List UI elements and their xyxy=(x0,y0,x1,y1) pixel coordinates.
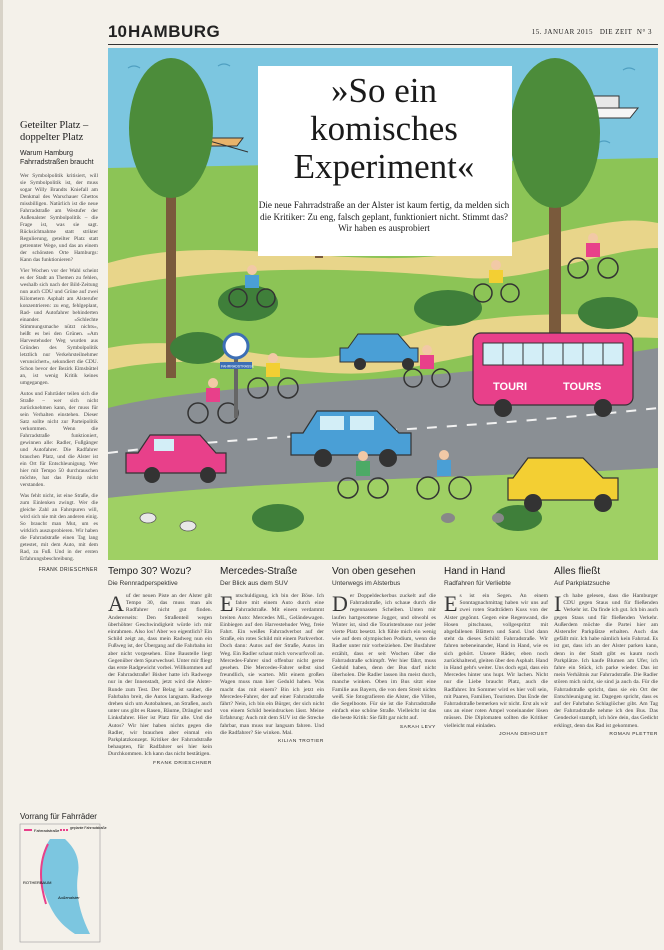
sidebar-paragraph: Was fehlt nicht, ist eine Straße, die zum Einlenken zwingt. Wer die gleiche Zahl an Fahrspuren will, wird sich nie mit den anderen einig. So braucht man Mut, um es wirklich auszuprobieren. Wir haben die Fahrradstraße einen Tag lang getestet, mit dem Auto, mit dem Rad, zu Fuß. Und in der ersten Erfahrungsbeschreibung. xyxy=(20,493,98,562)
sidebar-paragraph: Vier Wochen vor der Wahl scheint es der Stadt an Themen zu fehlen, weshalb sich nach der Bild-Zeitung nun auch CDU und Grüne auf zwei Kilometern Asphalt am Alsterufer konzentrieren: zu eng, fehlgeplant, Rad- und Autofahrer behinderten einander. »Schlechte Stimmungsmache nützt nichts«, heißt es bei den Grünen. »Am Harvestehuder Weg wurden aus Gründen des Symbolpolitik letztlich nur Verkehrsteilnehmer verunsichert«, sekundiert die CDU. Schon bevor der Bezirk Eimsbüttel an, ist wenig Kritik keines umgegangen. xyxy=(20,268,98,386)
header-issue: N° 3 xyxy=(636,28,652,36)
column-heading: Hand in Hand xyxy=(444,566,506,577)
bus-label-1: TOURI xyxy=(493,381,528,393)
column-author: SARAH LEVY xyxy=(399,724,436,730)
header-meta xyxy=(532,28,652,36)
column-author: FRANK DRIESCHNER xyxy=(153,760,212,766)
column-text xyxy=(220,593,324,737)
sidebar-commentary xyxy=(20,120,98,575)
page-number: 10 xyxy=(108,22,127,41)
column-body: ntschuldigung, ich bin der Böse. Ich fahre mit einem Auto durch eine Fahrradstraße. Mit einem verdammt breiten Auto: Mercedes ML, Geländewagen. Einbiegen auf den Harvestehuder Weg, freie Fahrt. Ein weißes Fahrradverbot auf der Straße, ein rotes Schild mit einem Parkverbot. Doch dann: Autos auf der Straße, Autos im Weg. Ein Radler schaut mich vorwurfsvoll an. Mercedes-Fahrer sind offenbar nicht gerne gesehen. Die Mercedes-Fahrer selbst sind freundlich, sie warten. Mit einem großen Wagen muss man hier Geduld haben. Was macht das mit einem? Bin ich jetzt ein Mercedes-Fahrer, der auf einer Fahrradstraße fährt? Nein, ich bin ein Bürger, der sich nicht von einem Schild beeindrucken lässt. Meine Erfahrung: Auch mit dem SUV ist die Strecke fahrbar, man muss nur langsam fahren. Und die Radfahrer? Sie winken. Mal. xyxy=(220,593,324,736)
sidebar-author: FRANK DRIESCHNER xyxy=(38,567,98,573)
column-heading: Tempo 30? Wozu? xyxy=(108,566,192,577)
sidebar-paragraph: Wer Symbolpolitik kritisiert, will sie Symbolpolitik ist, der muss sogar Willy Brandts Kniefall am Denkmal des Warschauer Ghettos missbilligen. Natürlich ist die neue Fahrradstraße am Westufer der Außenalster Symbolpolitik – die Frage ist, was sie sagt. Rücksichtnahme statt strikter Regulierung, geteilter Platz statt getrennter Wege, und das an einem der schönsten Orte Hamburgs: Kann das funktionieren? xyxy=(20,173,98,263)
headline: »So ein komisches Experiment« xyxy=(293,71,475,186)
column-text xyxy=(444,593,548,730)
column-body: s ist ein Segen. An einem Sonntagnachmittag haben wir uns auf zwei roten Stadträdern Kuss von der Alster gegönnt. Gegen eine Regenwand, die Hosen pitschnass, vollgespritzt mit abgefallenen Blättern und Sand. Und dann steht da dieses Schild: Fahrradstraße. Wir fahren nebeneinander, Hand in Hand, wie es sich gehört. Unsere Räder, eben noch zurückhaltend, gleiten über den Asphalt. Hand in Hand geht's weiter. Uns doch egal, dass ein Mercedes hinter uns hupt. Wir lachen. Nicht nur die Liebe braucht Platz, auch die Radfahrer. Im Sommer wird es hier voll sein, mit Paaren, Familien, Touristen. Das Ende der Fahrradstraße bemerken wir nicht. Erst als wir uns an einer roten Ampel voneinander lösen müssen. Die Diplomaten sollten die Kritiker vielleicht mal einladen. xyxy=(444,593,548,729)
dropcap: D xyxy=(332,591,348,616)
dropcap: A xyxy=(108,591,124,616)
column-heading: Alles fließt xyxy=(554,566,601,577)
column-5 xyxy=(554,566,658,737)
map-label-place: ROTHERBAUM xyxy=(23,880,52,885)
column-author: JOHAN DEHOUST xyxy=(499,731,548,737)
dropcap: E xyxy=(220,591,234,616)
column-subheading: Der Blick aus dem SUV xyxy=(220,580,288,587)
tour-bus xyxy=(473,333,633,417)
column-subheading: Auf Parkplatzsuche xyxy=(554,580,611,587)
sign-label: FAHRRADSTRASSE xyxy=(221,364,255,369)
page-header xyxy=(108,22,658,45)
column-3 xyxy=(332,566,436,730)
column-body: ch habe gelesen, dass die Hamburger CDU gegen Staus und für fließenden Verkehr ist. Da finde ich gut. Ich bin auch gegen Staus und für fließenden Verkehr. Außerdem möchte die Partei hier am Alsterufer Parkplätze erhalten. Auch das gefällt mir. Ich habe nämlich kein Fahrrad. Es ist gut, dass ich an der Alster parken kann, denn in der Stadt gibt es kaum noch Parkplätze. Ich kaufe Blumen am Ufer, ich fahre ein Stück, ich parke wieder. Das ist mein Verhältnis zur Fahrradstraße. Die Radler stören mich nicht, sie sind ja auch da. Für die Fahrradstraße spricht, dass sie ein Ort der Entschleunigung ist. Dagegen spricht, dass es auf der Fahrbahn Schlaglöcher gibt. Am Tag der Fahrradstraße nehme ich den Bus. Das Gendeckel stampft, ich höre dein, das Gedicht erklingt, denn das Rad ist gekommen. xyxy=(554,593,658,729)
column-2 xyxy=(220,566,324,744)
map-label-water: Außenalster xyxy=(58,895,80,900)
map-svg xyxy=(20,824,107,942)
bus-label-2: TOURS xyxy=(563,381,602,393)
sidebar-title: Geteilter Platz – doppelter Platz xyxy=(20,120,89,143)
column-heading: Von oben gesehen xyxy=(332,566,416,577)
column-1 xyxy=(108,566,212,766)
sidebar-subtitle: Warum Hamburg Fahrradstraßen braucht xyxy=(20,150,94,166)
map-legend-2: geplante Fahrradstraße xyxy=(70,826,107,830)
column-subheading: Radfahren für Verliebte xyxy=(444,580,511,587)
headline-box xyxy=(258,72,510,186)
article-columns xyxy=(108,560,658,936)
dropcap: E xyxy=(444,591,458,616)
sidebar-paragraph: Autos und Fahrräder teilen sich die Straße – wer sich nicht zurücknehmen kann, der muss für sein Verhalten einstehen. Dieser Satz sollte nicht zur Parteipolitik verkommen. Wenn die Fahrradstraße funktioniert, gewinnen alle: Radler, Fußgänger und Autofahrer. Die Radfahrer brauchen Platz, und die Alster ist ein Ort für Entschleunigung. Wer hier mit Tempo 50 durchrauschen möchte, hat das Prinzip nicht verstanden. xyxy=(20,391,98,488)
column-body: uf der neuen Piste an der Alster gilt Tempo 30, das muss man als Radfahrer nicht gut finden. Andererseits: Den Straßenteil wegen überhöhter Geschwindigkeit würde ich mir einrahmen. Also los! Aber wo eigentlich? Ein Schild zeigt an, dass mein Radweg nun ein Fußweg ist, der Übergang auf die Fahrbahn ist aber nicht vorgesehen. Eine Baustelle liegt Gegenüber dem Spurwechsel. Unter mir fliegt das erste Radgewicht vorbei. Willkommen auf der Fahrradstraße! Bisher hatte ich Radwege nur in der Innenstadt, jetzt wird die Alster-Runde zum Test. Der Belag ist sauber, die Fahrbahn breit, die Autos langsam. Radwege drehen sich um Autobahnen, an Straßen, auch unter uns gibt es Rasen, Bäume, Drängler und Linksfahrer. Hier ist Platz für alle. Und die Autos? Wir hier haben nichts gegen die Radler, wir brauchen aber einmal ein Parkplatzkonzept. Kritiker der Fahrradstraße behaupten, für Radfahrer sei hier kein Durchkommen. Ich kann das nicht bestätigen. xyxy=(108,593,212,758)
column-4 xyxy=(444,566,548,737)
map-legend-1: Fahrradstraße xyxy=(34,828,60,833)
dek: Die neue Fahrradstraße an der Alster ist kaum fertig, da melden sich die Kritiker: Zu eng, falsch geplant, funktioniert nicht. Stimmt das? Wir haben es ausprobiert xyxy=(258,200,510,233)
section-title: HAMBURG xyxy=(128,22,221,41)
page-fold xyxy=(0,0,3,950)
column-heading: Mercedes-Straße xyxy=(220,566,298,577)
column-author: ROMAN PLETTER xyxy=(609,731,658,737)
column-text xyxy=(108,593,212,759)
column-author: KILIAN TROTIER xyxy=(278,739,324,745)
dropcap: I xyxy=(554,591,562,616)
sidebar-body xyxy=(20,173,98,563)
header-publication: DIE ZEIT xyxy=(599,28,633,36)
column-text xyxy=(332,593,436,723)
column-body: er Doppeldeckerbus zuckelt auf die Fahrradstraße, ich schaue durch die regennassen Scheiben. Unten mir laufen hartgesottene Jogger, und obwohl es Winter ist, sind die Touristenbusse nur jeder vierte Platz besetzt. Ich fühle mich ein wenig wie auf dem olympischen Podium, wenn die Radler unter mir vorbeiziehen. Der Busfahrer erzählt, dass er seit Wochen über die Fahrradstraße schimpft. Wer hier fährt, muss Geduld haben, denn der Bus darf nicht überholen. Die Radler lassen ihn meist durch, manche winken. Oben im Bus sitzt eine Familie aus Bayern, die von dem Streit nichts weiß. Sie fotografieren die Alster, die Villen, die Segelboote. Für sie ist die Fahrradstraße einfach eine schöne Straße. Vielleicht ist das die beste Kritik: Sie fällt gar nicht auf. xyxy=(332,593,436,722)
header-date: 15. JANUAR 2015 xyxy=(531,28,594,36)
route-map xyxy=(20,812,107,947)
column-subheading: Die Rennradperspektive xyxy=(108,580,178,587)
column-text xyxy=(554,593,658,730)
map-title: Vorrang für Fahrräder xyxy=(20,812,97,821)
column-subheading: Unterwegs im Alsterbus xyxy=(332,580,401,587)
